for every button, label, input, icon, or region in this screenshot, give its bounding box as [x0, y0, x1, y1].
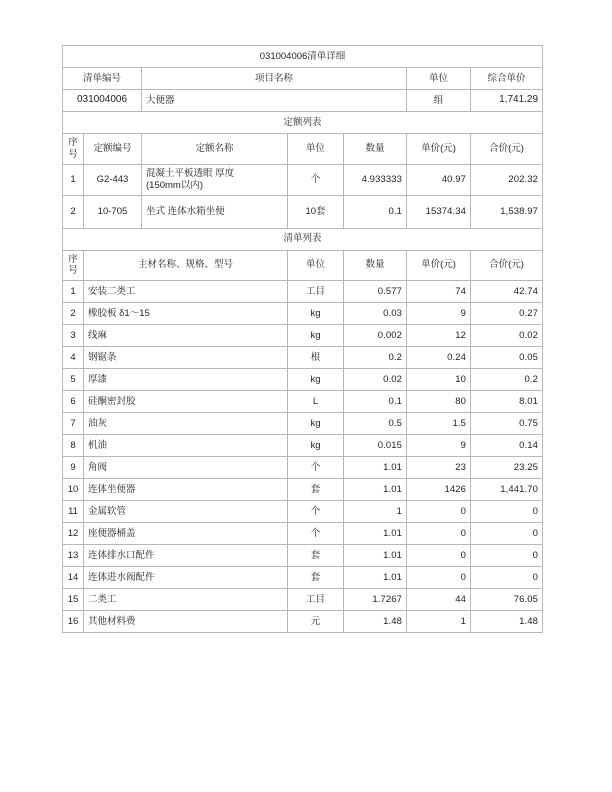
material-header-seq: 序号 — [63, 250, 84, 281]
material-row-unit: 个 — [288, 501, 344, 523]
material-row-unit: kg — [288, 303, 344, 325]
material-row-total: 76.05 — [471, 589, 543, 611]
material-row-unit-price: 12 — [407, 325, 471, 347]
material-row-seq: 15 — [63, 589, 84, 611]
material-row-seq: 3 — [63, 325, 84, 347]
quote-detail-sheet — [62, 45, 542, 633]
summary-header-row — [63, 68, 543, 90]
material-row-seq: 10 — [63, 479, 84, 501]
quota-row-seq: 2 — [63, 195, 84, 228]
quota-section-title-row — [63, 112, 543, 134]
quota-section-title: 定额列表 — [63, 112, 543, 134]
summary-code: 031004006 — [63, 90, 142, 112]
material-row-qty: 0.02 — [344, 369, 407, 391]
table-row — [63, 501, 543, 523]
material-row-unit: 工目 — [288, 281, 344, 303]
material-row-seq: 9 — [63, 457, 84, 479]
material-row-qty: 0.5 — [344, 413, 407, 435]
quota-row-total: 1,538.97 — [471, 195, 543, 228]
table-row — [63, 369, 543, 391]
material-row-unit: 个 — [288, 523, 344, 545]
material-header-unit-price: 单价(元) — [407, 250, 471, 281]
material-row-seq: 12 — [63, 523, 84, 545]
detail-table — [62, 45, 543, 633]
material-row-total: 0.75 — [471, 413, 543, 435]
quota-header-qty: 数量 — [344, 134, 407, 165]
material-row-name: 其他材料费 — [84, 611, 288, 633]
material-row-unit-price: 1426 — [407, 479, 471, 501]
summary-unit: 组 — [407, 90, 471, 112]
material-row-unit: 根 — [288, 347, 344, 369]
material-row-name: 机油 — [84, 435, 288, 457]
material-row-unit: kg — [288, 369, 344, 391]
material-row-total: 0.14 — [471, 435, 543, 457]
material-row-qty: 1.01 — [344, 523, 407, 545]
material-section-title: 清单列表 — [63, 228, 543, 250]
quota-header-total: 合价(元) — [471, 134, 543, 165]
summary-header-price: 综合单价 — [471, 68, 543, 90]
summary-data-row — [63, 90, 543, 112]
material-row-qty: 0.015 — [344, 435, 407, 457]
quota-row-unit-price: 40.97 — [407, 164, 471, 195]
material-row-total: 0 — [471, 501, 543, 523]
material-row-total: 0.02 — [471, 325, 543, 347]
material-row-unit: 套 — [288, 545, 344, 567]
material-row-name: 厚漆 — [84, 369, 288, 391]
material-rows-body — [63, 281, 543, 633]
quota-row-seq: 1 — [63, 164, 84, 195]
material-row-seq: 4 — [63, 347, 84, 369]
quota-header-unit-price: 单价(元) — [407, 134, 471, 165]
material-row-qty: 0.1 — [344, 391, 407, 413]
table-row — [63, 457, 543, 479]
material-row-name: 金属软管 — [84, 501, 288, 523]
table-row — [63, 567, 543, 589]
material-row-unit: 工目 — [288, 589, 344, 611]
table-row — [63, 347, 543, 369]
material-row-unit-price: 10 — [407, 369, 471, 391]
material-row-unit: kg — [288, 325, 344, 347]
material-row-total: 1,441.70 — [471, 479, 543, 501]
material-row-name: 连体坐便器 — [84, 479, 288, 501]
document-title-row — [63, 46, 543, 68]
material-row-seq: 11 — [63, 501, 84, 523]
material-row-name: 座便器桶盖 — [84, 523, 288, 545]
material-row-seq: 8 — [63, 435, 84, 457]
material-row-name: 油灰 — [84, 413, 288, 435]
material-row-unit-price: 0 — [407, 501, 471, 523]
material-row-qty: 0.577 — [344, 281, 407, 303]
quota-header-name: 定额名称 — [142, 134, 288, 165]
material-row-seq: 1 — [63, 281, 84, 303]
material-row-qty: 1.01 — [344, 479, 407, 501]
material-header-name: 主材名称、规格、型号 — [84, 250, 288, 281]
material-row-qty: 1.7267 — [344, 589, 407, 611]
material-row-name: 角阀 — [84, 457, 288, 479]
page-title: 031004006清单详细 — [63, 46, 543, 68]
material-row-unit: 套 — [288, 567, 344, 589]
material-row-unit-price: 9 — [407, 303, 471, 325]
material-row-qty: 1.01 — [344, 567, 407, 589]
material-row-name: 橡胶板 δ1～15 — [84, 303, 288, 325]
material-row-qty: 1.48 — [344, 611, 407, 633]
material-row-seq: 6 — [63, 391, 84, 413]
material-row-unit-price: 0 — [407, 567, 471, 589]
material-row-qty: 1 — [344, 501, 407, 523]
quota-header-code: 定额编号 — [84, 134, 142, 165]
material-row-unit: kg — [288, 413, 344, 435]
table-row — [63, 413, 543, 435]
quota-row-qty: 0.1 — [344, 195, 407, 228]
summary-header-name: 项目名称 — [142, 68, 407, 90]
material-header-unit: 单位 — [288, 250, 344, 281]
material-row-total: 8.01 — [471, 391, 543, 413]
material-row-name: 连体进水阀配件 — [84, 567, 288, 589]
summary-name: 大便器 — [142, 90, 407, 112]
material-row-total: 0 — [471, 545, 543, 567]
material-row-unit-price: 80 — [407, 391, 471, 413]
material-row-unit-price: 0 — [407, 523, 471, 545]
material-header-qty: 数量 — [344, 250, 407, 281]
table-row — [63, 303, 543, 325]
table-row — [63, 281, 543, 303]
material-row-unit-price: 1 — [407, 611, 471, 633]
material-row-qty: 0.002 — [344, 325, 407, 347]
quota-row-total: 202.32 — [471, 164, 543, 195]
table-row — [63, 611, 543, 633]
material-row-name: 硅酮密封胶 — [84, 391, 288, 413]
material-row-total: 0.05 — [471, 347, 543, 369]
material-row-seq: 14 — [63, 567, 84, 589]
material-row-unit-price: 9 — [407, 435, 471, 457]
material-row-total: 0 — [471, 567, 543, 589]
quota-row-unit: 个 — [288, 164, 344, 195]
material-row-total: 0 — [471, 523, 543, 545]
material-row-qty: 1.01 — [344, 545, 407, 567]
material-row-unit-price: 74 — [407, 281, 471, 303]
quota-row-name: 混凝土平板透眼 厚度 (150mm以内) — [142, 164, 288, 195]
quota-row-unit: 10套 — [288, 195, 344, 228]
table-row — [63, 545, 543, 567]
material-row-unit-price: 0.24 — [407, 347, 471, 369]
material-row-unit: 个 — [288, 457, 344, 479]
material-row-seq: 16 — [63, 611, 84, 633]
material-row-total: 1.48 — [471, 611, 543, 633]
table-row — [63, 325, 543, 347]
material-row-unit: 元 — [288, 611, 344, 633]
table-row — [63, 523, 543, 545]
material-row-name: 二类工 — [84, 589, 288, 611]
summary-header-code: 清单编号 — [63, 68, 142, 90]
material-row-qty: 0.03 — [344, 303, 407, 325]
table-row — [63, 164, 543, 195]
material-row-qty: 0.2 — [344, 347, 407, 369]
material-row-unit-price: 0 — [407, 545, 471, 567]
material-row-name: 线麻 — [84, 325, 288, 347]
table-row — [63, 589, 543, 611]
material-row-name: 安装二类工 — [84, 281, 288, 303]
material-row-seq: 2 — [63, 303, 84, 325]
material-row-seq: 5 — [63, 369, 84, 391]
quota-header-unit: 单位 — [288, 134, 344, 165]
quota-row-name: 坐式 连体水箱坐便 — [142, 195, 288, 228]
quota-row-code: G2-443 — [84, 164, 142, 195]
material-row-seq: 13 — [63, 545, 84, 567]
material-row-unit-price: 1.5 — [407, 413, 471, 435]
material-row-total: 0.2 — [471, 369, 543, 391]
quota-header-seq: 序号 — [63, 134, 84, 165]
table-row — [63, 195, 543, 228]
material-row-seq: 7 — [63, 413, 84, 435]
material-row-unit: L — [288, 391, 344, 413]
material-row-total: 0.27 — [471, 303, 543, 325]
material-header-total: 合价(元) — [471, 250, 543, 281]
material-section-title-row — [63, 228, 543, 250]
summary-price: 1,741.29 — [471, 90, 543, 112]
quota-row-qty: 4.933333 — [344, 164, 407, 195]
summary-header-unit: 单位 — [407, 68, 471, 90]
material-row-total: 42.74 — [471, 281, 543, 303]
material-header-row — [63, 250, 543, 281]
material-row-name: 连体排水口配件 — [84, 545, 288, 567]
material-row-total: 23.25 — [471, 457, 543, 479]
quota-row-code: 10-705 — [84, 195, 142, 228]
material-row-unit-price: 44 — [407, 589, 471, 611]
material-row-unit: kg — [288, 435, 344, 457]
table-row — [63, 435, 543, 457]
material-row-name: 钢锯条 — [84, 347, 288, 369]
quota-header-row — [63, 134, 543, 165]
material-row-unit: 套 — [288, 479, 344, 501]
quota-row-unit-price: 15374.34 — [407, 195, 471, 228]
material-row-unit-price: 23 — [407, 457, 471, 479]
table-row — [63, 479, 543, 501]
table-row — [63, 391, 543, 413]
material-row-qty: 1.01 — [344, 457, 407, 479]
